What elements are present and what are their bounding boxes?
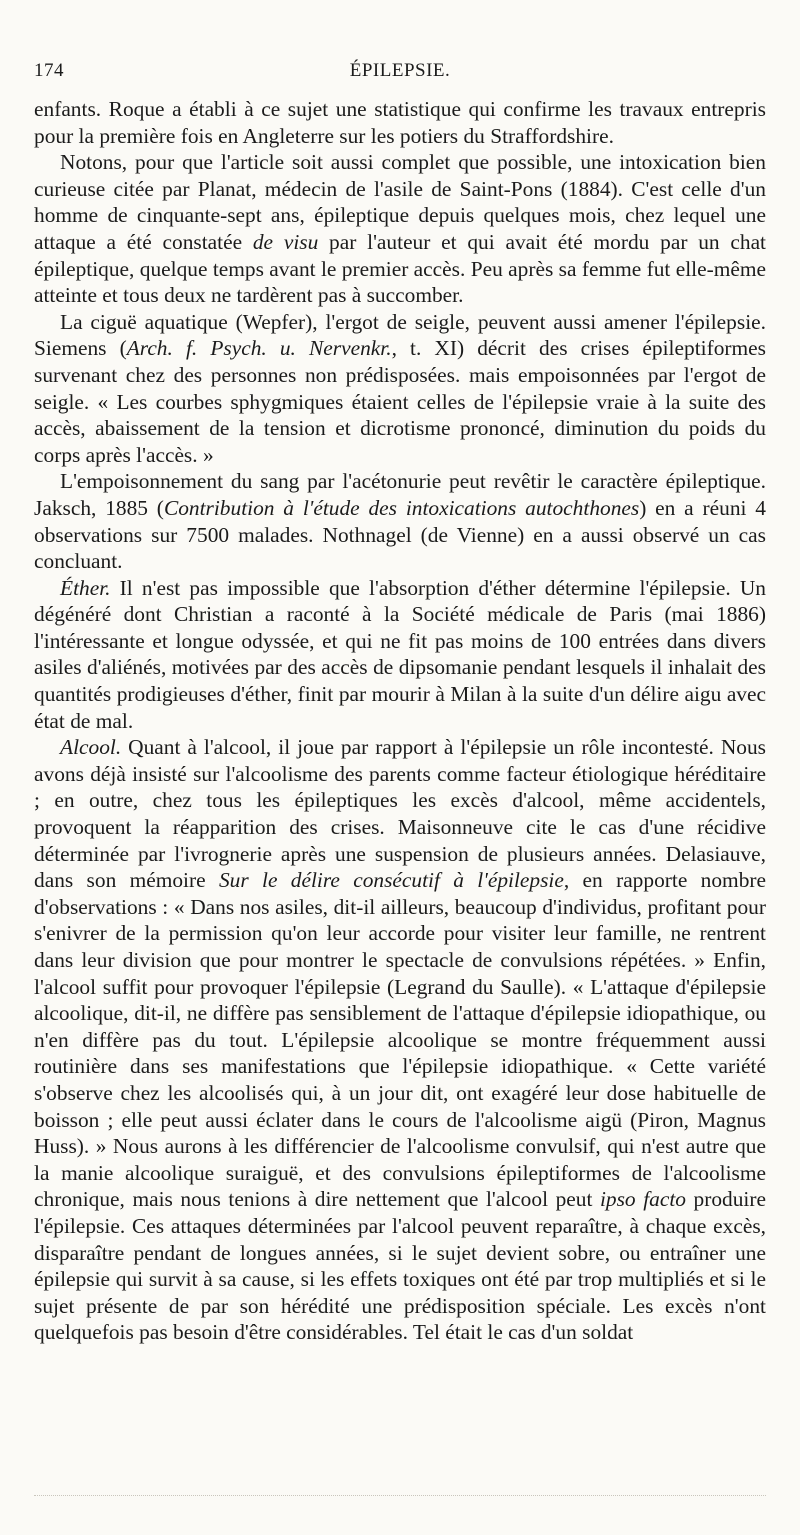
italic-text: Arch. f. Psych. u. Nervenkr. <box>126 336 392 361</box>
paragraph <box>34 149 766 309</box>
italic-text: de visu <box>252 229 319 254</box>
text-run: Il n'est pas impossible que l'absorption d'éther détermine l'épilepsie. Un dégénéré dont Christian a raconté à la Société médicale de Paris (mai 1886) l'intéressante et longue odyssée, et qui ne fit pas moins de 100 entrées dans divers asiles d'aliénés, motivées par des accès de dipsomanie pendant lesquels il inhalait des quantités prodigieuses d'éther, finit par mourir à Milan à la suite d'un délire aigu avec état de mal. <box>34 575 766 733</box>
text-run: L'empoisonnement du sang par l'acétonurie peut revêtir le caractère épileptique. Jaksch, 1885 ( <box>34 469 766 520</box>
italic-text: ipso facto <box>599 1187 686 1212</box>
text-run: , en rapporte nombre d'observations : « Dans nos asiles, dit-il ailleurs, beaucoup d'individus, profitant pour s'enivrer de la permission qu'on leur accorde pour visiter leur famille, ne rentrent dans leur division que pour montrer le spectacle de convulsions répétées. » Enfin, l'alcool suffit pour provoquer l'épilepsie (Legrand du Saulle). « L'attaque d'épilepsie alcoolique, dit-il, ne diffère pas sensiblement de l'attaque d'épilepsie idiopathique, ou n'en diffère pas du tout. L'épilepsie alcoolique se montre fréquemment aussi routinière dans ses manifestations que l'épilepsie idiopathique. « Cette variété s'observe chez les alcoolisés qui, à un jour dit, ont exagéré leur dose habituelle de boisson ; elle peut aussi éclater dans le cours de l'alcoolisme aigü (Piron, Magnus Huss). » Nous aurons à les différencier de l'alcoolisme convulsif, qui n'est autre que la manie alcoolique suraiguë, et des convulsions épileptiformes de l'alcoolisme chronique, mais nous tenions à dire nettement que l'alcool peut <box>34 868 767 1212</box>
paragraph <box>34 734 766 1346</box>
text-run: par l'auteur et qui avait été mordu par un chat épileptique, quelque temps avant le premier accès. Peu après sa femme fut elle-même atteinte et tous deux ne tardèrent pas à succomber. <box>34 229 767 308</box>
body-text <box>34 96 766 1346</box>
running-title: ÉPILEPSIE. <box>349 60 451 81</box>
text-run: Quant à l'alcool, il joue par rapport à l'épilepsie un rôle incontesté. Nous avons déjà insisté sur l'alcoolisme des parents comme facteur étiologique héréditaire ; en outre, chez tous les épileptiques les excès d'alcool, même accidentels, provoquent la réapparition des crises. Maisonneuve cite le cas d'une récidive déterminée par l'ivrognerie après une suspension de plusieurs années. Delasiauve, dans son mémoire <box>34 735 766 893</box>
italic-text: Alcool. <box>60 735 122 760</box>
italic-text: Sur le délire consécutif à l'épilepsie <box>218 868 564 893</box>
text-run: ) en a réuni 4 observations sur 7500 malades. Nothnagel (de Vienne) en a aussi observé un cas concluant. <box>34 495 766 574</box>
page-number: 174 <box>34 60 64 81</box>
italic-text: Éther. <box>60 575 111 600</box>
page-header <box>34 60 766 90</box>
paragraph <box>34 575 766 735</box>
paragraph <box>34 468 766 574</box>
text-run: La ciguë aquatique (Wepfer), l'ergot de seigle, peuvent aussi amener l'épilepsie. Siemens ( <box>34 309 766 361</box>
bottom-rule <box>34 1495 766 1498</box>
text-run: , t. XI) décrit des crises épileptiformes survenant chez des personnes non prédisposées. mais empoisonnées par l'ergot de seigle. « Les courbes sphygmiques étaient celles de l'épilepsie vraie à la suite des accès, abaissement de la tension et dicrotisme prononcé, diminution du poids du corps après l'accès. » <box>34 336 766 467</box>
paragraph <box>34 96 766 149</box>
text-run: Notons, pour que l'article soit aussi complet que possible, une intoxication bien curieuse citée par Planat, médecin de l'asile de Saint-Pons (1884). C'est celle d'un homme de cinquante-sept ans, épileptique depuis quelques mois, chez lequel une attaque a été constatée <box>34 150 766 254</box>
text-run: produire l'épilepsie. Ces attaques déterminées par l'alcool peuvent reparaître, à chaque excès, disparaître pendant de longues années, si le sujet devient sobre, ou entraîner une épilepsie qui survit à sa cause, si les effets toxiques ont été par trop multipliés et si le sujet présente de par son hérédité une prédisposition spéciale. Les excès n'ont quelquefois pas besoin d'être considérables. Tel était le cas d'un soldat <box>34 1187 766 1345</box>
paragraph <box>34 309 766 469</box>
text-run: enfants. Roque a établi à ce sujet une statistique qui confirme les travaux entrepris pour la première fois en Angleterre sur les potiers du Straffordshire. <box>34 97 766 148</box>
italic-text: Contribution à l'étude des intoxications autochthones <box>163 495 640 520</box>
